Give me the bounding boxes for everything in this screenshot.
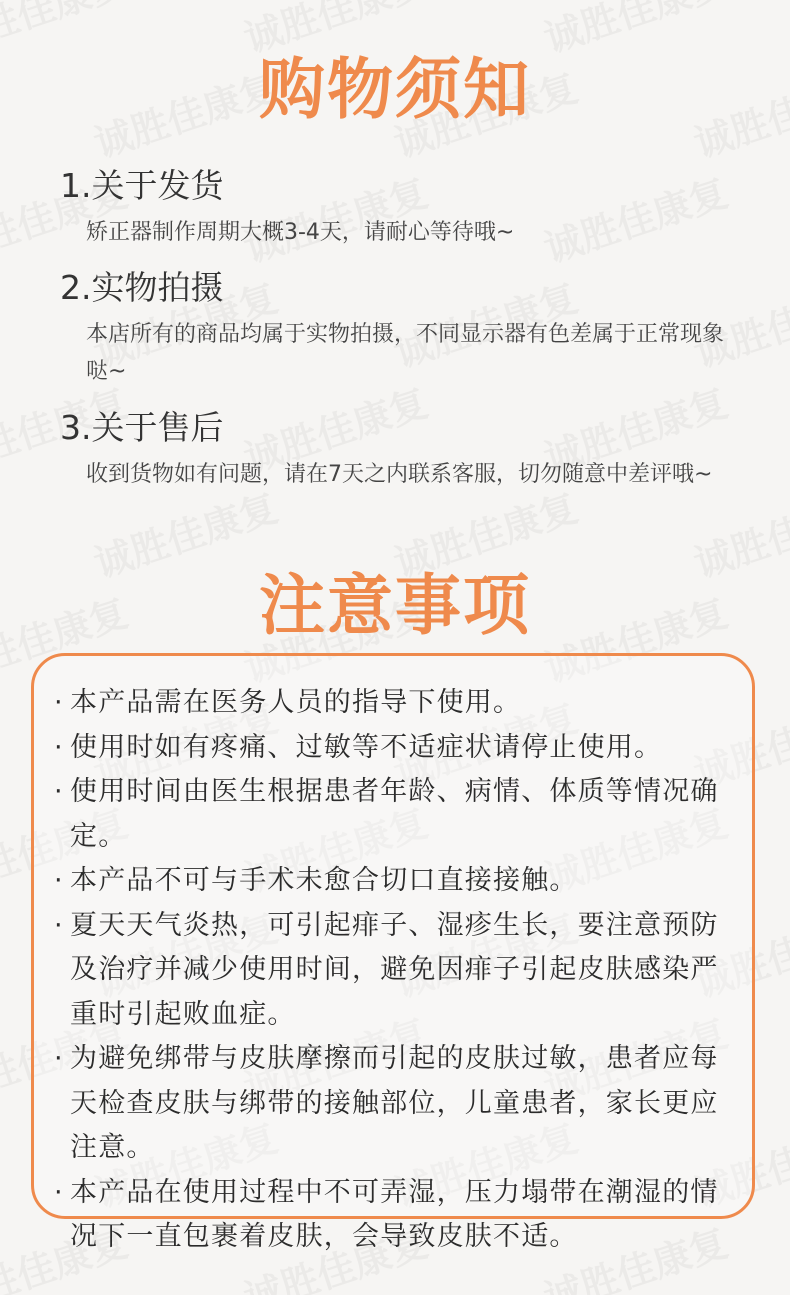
precaution-text: 为避免绑带与皮肤摩擦而引起的皮肤过敏，患者应每天检查皮肤与绑带的接触部位，儿童患者，家长更应注意。 [70,1043,719,1163]
bullet-dot: · [54,1176,64,1208]
precaution-item [54,726,734,771]
precaution-item [54,681,734,726]
bullet-dot: · [54,1043,64,1074]
precautions-box [31,653,755,1252]
precautions-list [34,656,752,1260]
shopping-notice-item-shipping [60,166,740,251]
info-heading: 1.关于发货 [60,166,224,205]
shopping-notice-item-photos [60,268,740,390]
shopping-notice-item-after-sales [60,408,740,493]
precautions-title: 注意事项 [259,567,531,644]
bullet-dot: · [54,909,64,941]
bullet-dot: · [54,731,64,763]
info-heading: 3.关于售后 [60,408,224,447]
info-body: 收到货物如有问题，请在7天之内联系客服，切勿随意中差评哦~ [86,462,713,487]
precaution-text: 夏天天气炎热，可引起痱子、湿疹生长，要注意预防及治疗并减少使用时间，避免因痱子引起皮肤感染严重时引起败血症。 [70,909,719,1030]
bullet-dot: · [54,687,64,718]
bullet-dot: · [54,776,64,807]
precaution-text: 本产品不可与手术未愈合切口直接接触。 [70,865,578,896]
precaution-item [54,770,734,859]
precaution-text: 本产品在使用过程中不可弄湿，压力塌带在潮湿的情况下一直包裹着皮肤，会导致皮肤不适。 [70,1176,719,1252]
precaution-item [54,859,734,904]
info-body: 本店所有的商品均属于实物拍摄，不同显示器有色差属于正常现象哒~ [86,322,725,384]
info-body: 矫正器制作周期大概3-4天，请耐心等待哦~ [86,220,515,245]
precaution-item [54,904,734,1038]
precaution-text: 使用时间由医生根据患者年龄、病情、体质等情况确定。 [70,776,719,852]
shopping-notice-title: 购物须知 [259,51,531,128]
precaution-text: 本产品需在医务人员的指导下使用。 [70,687,522,718]
precaution-item [54,1037,734,1171]
info-heading: 2.实物拍摄 [60,268,224,307]
precaution-text: 使用时如有疼痛、过敏等不适症状请停止使用。 [70,731,663,763]
bullet-dot: · [54,865,64,896]
precaution-item [54,1171,734,1260]
